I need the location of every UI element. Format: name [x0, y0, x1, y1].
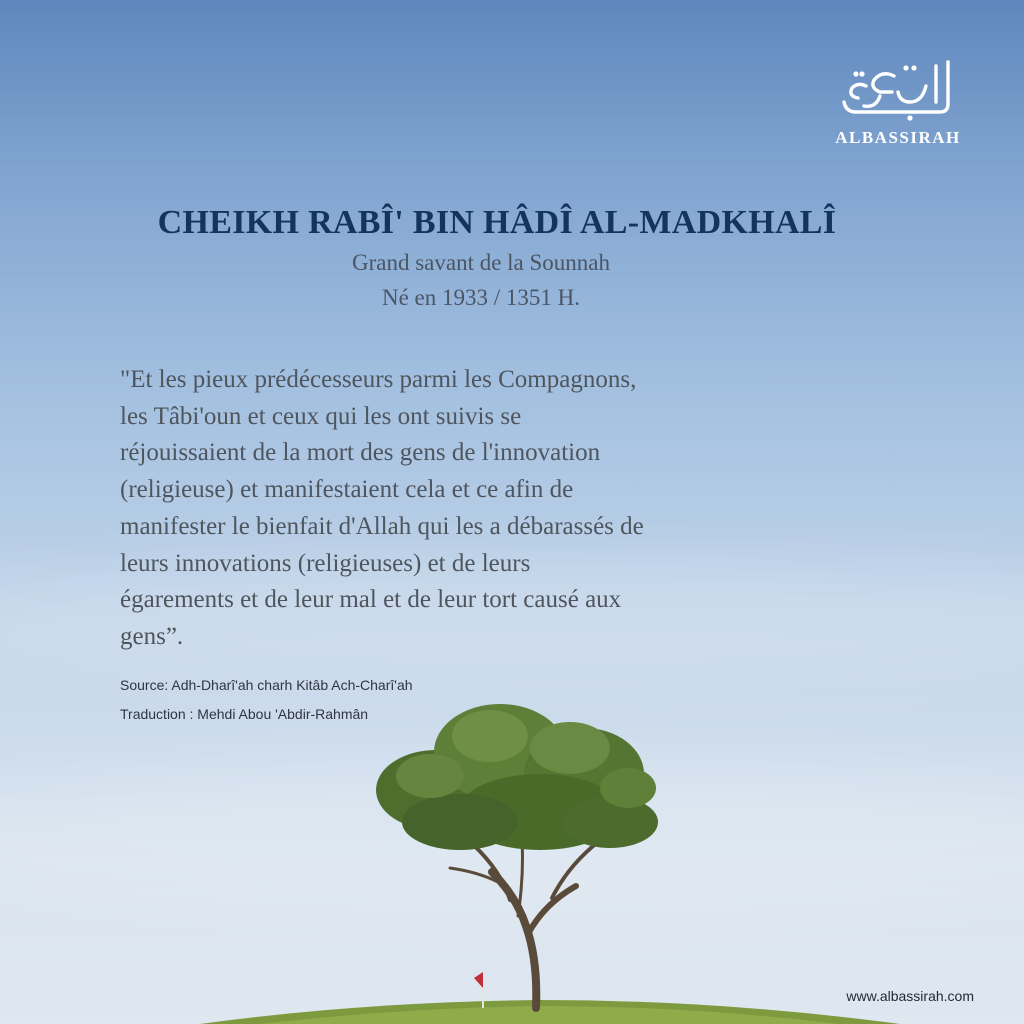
translation-credit: Traduction : Mehdi Abou 'Abdir-Rahmân [120, 706, 369, 722]
quote-line: gens”. [120, 622, 184, 650]
subtitle-role: Grand savant de la Sounnah [351, 250, 611, 275]
quote-line: leurs innovations (religieuses) et de leurs [120, 549, 531, 577]
quote-line: les Tâbi'oun et ceux qui les ont suivis se [120, 402, 522, 430]
website-url: www.albassirah.com [846, 988, 974, 1004]
subtitle-birth: Né en 1933 / 1351 H. [381, 285, 581, 310]
quote-line: réjouissaient de la mort des gens de l'innovation [120, 439, 601, 467]
logo-wordmark: ALBASSIRAH [835, 128, 961, 147]
tree-canopy [376, 704, 658, 850]
tree-illustration [340, 690, 700, 1024]
source-credit: Source: Adh-Dharî'ah charh Kitâb Ach-Charî'ah [120, 677, 413, 693]
quote-line: (religieuse) et manifestaient cela et ce afin de [120, 476, 574, 504]
quote-line: manifester le bienfait d'Allah qui les a débarassés de [120, 512, 644, 540]
page-title: CHEIKH RABÎ' BIN HÂDÎ AL-MADKHALÎ [157, 204, 837, 241]
quote-line: "Et les pieux prédécesseurs parmi les Compagnons, [120, 366, 637, 393]
flag-icon [474, 972, 483, 1008]
quote-line: égarements et de leur mal et de leur tort causé aux [120, 586, 622, 614]
